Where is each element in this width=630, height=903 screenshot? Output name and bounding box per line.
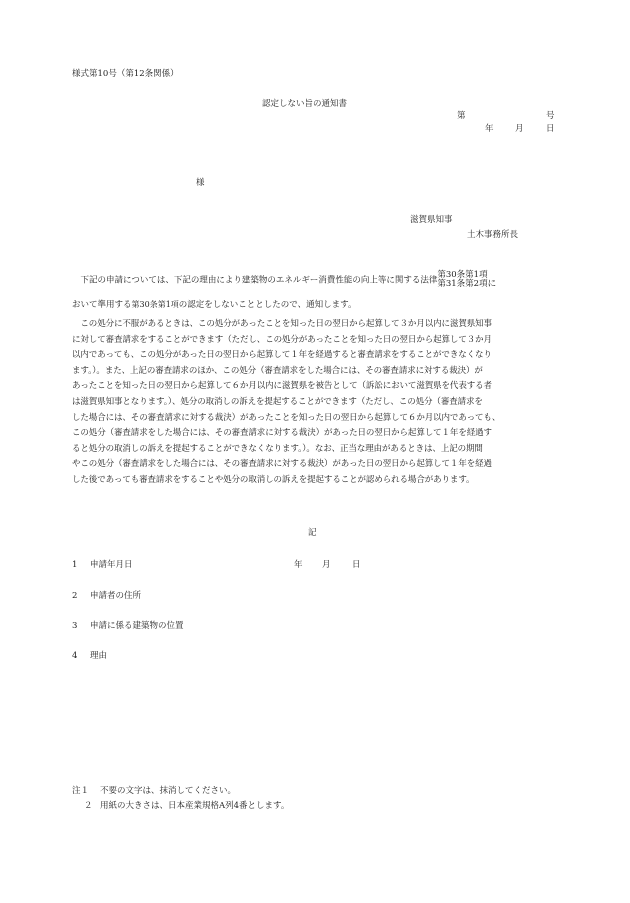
item-1-number: 1 [72,560,78,570]
intro-line2-b: の認定をしないこととしたので、通知します。 [178,300,357,310]
number-suffix: 号 [546,111,555,121]
intro-prefix: 下記の申請については、下記の理由により建築物のエネルギー消費性能の向上等に関する法律 [72,275,438,286]
note-number-2: ２ [84,801,93,811]
item-1-day: 日 [352,560,361,570]
appeal-line: やこの処分（審査請求をした場合には、その審査請求に対する裁決）があった日の翌日から起算して１年を経過 [72,459,492,470]
note-heading: 注１ [72,786,90,796]
intro-line-1 [72,271,496,289]
item-1-label: 申請年月日 [90,560,133,570]
intro-line2-a: おいて準用する [72,300,132,310]
issuer-governor: 滋賀県知事 [410,215,453,225]
addressee-suffix: 様 [196,178,205,188]
article-a1: 第30条第1項 [437,270,488,280]
article-stack [437,271,496,289]
appeal-line: 以内であっても、この処分があった日の翌日から起算して１年を経過すると審査請求をすることができなくなり [72,350,492,361]
appeal-line: に対して審査請求をすることができます（ただし、この処分があったことを知った日の翌日から起算して３か月 [72,334,492,345]
form-label: 様式第10号（第12条関係） [72,69,179,79]
note-line-2: 用紙の大きさは、日本産業規格A列4番とします。 [100,801,290,811]
note-line-1: 不要の文字は、抹消してください。 [100,786,237,796]
item-4-label: 理由 [90,651,108,661]
ki-heading: 記 [308,528,317,538]
appeal-line: ると処分の取消しの訴えを提起することができなくなります。）。なお、正当な理由があるときは、上記の期間 [72,443,483,454]
appeal-paragraph [72,317,560,489]
intro-line-2 [72,300,356,311]
item-2-label: 申請者の住所 [90,591,142,601]
item-4-number: 4 [72,651,78,661]
appeal-line: この処分に不服があるときは、この処分があったことを知った日の翌日から起算して３か月以内に滋賀県知事 [72,319,492,329]
document-title: 認定しない旨の通知書 [262,99,348,109]
date-year: 年 [485,124,494,134]
article-b: 第30条第1項 [131,300,179,309]
issuer-office: 土木事務所長 [467,230,519,240]
item-1-year: 年 [294,560,303,570]
date-day: 日 [546,124,555,134]
appeal-line: ます。）。また、上記の審査請求のほか、この処分（審査請求をした場合には、その審査請求に対する裁決）が [72,365,483,376]
item-1-month: 月 [322,560,331,570]
item-3-label: 申請に係る建築物の位置 [90,621,184,631]
appeal-line: した場合には、その審査請求に対する裁決）があったことを知った日の翌日から起算して６か月以内であっても、 [72,412,501,423]
appeal-line: は滋賀県知事となります。）、処分の取消しの訴えを提起することができます（ただし、この処分（審査請求を [72,396,483,407]
number-prefix: 第 [457,111,466,121]
date-month: 月 [515,124,524,134]
item-2-number: 2 [72,591,78,601]
appeal-line: あったことを知った日の翌日から起算して６か月以内に滋賀県を被告として（訴訟において滋賀県を代表する者 [72,381,492,392]
article-a2: 第31条第2項に [437,278,497,289]
appeal-line: した後であっても審査請求をすることや処分の取消しの訴えを提起することが認められる場合があります。 [72,474,475,485]
item-3-number: 3 [72,621,78,631]
appeal-line: この処分（審査請求をした場合には、その審査請求に対する裁決）があった日の翌日から起算して１年を経過す [72,428,492,439]
